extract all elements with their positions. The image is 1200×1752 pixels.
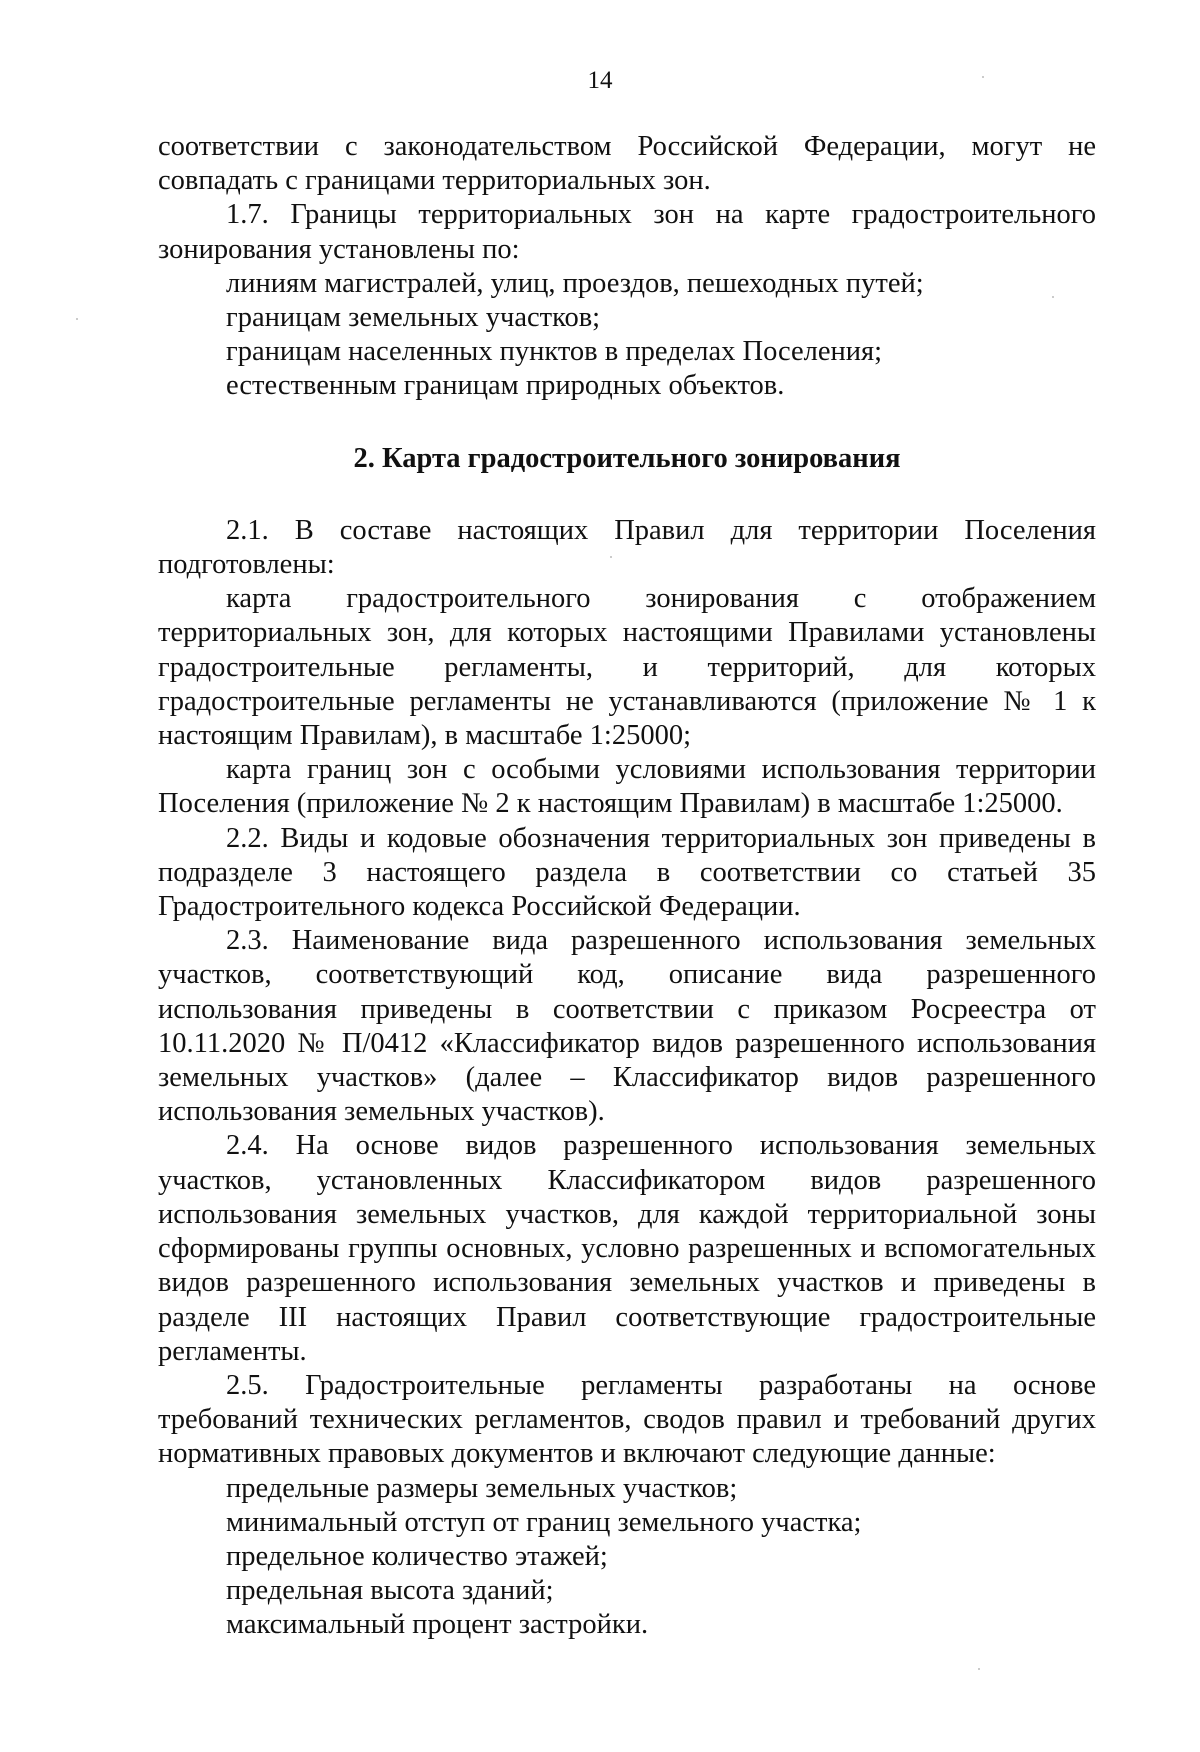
list-item-min-setback: минимальный отступ от границ земельного участка; <box>226 1506 862 1538</box>
list-item-zoning-map: карта градостроительного зонирования с отображением территориальных зон, для которых настоящими Правилами установлены градостроительные регламенты, и территорий, для которых градостроительные регламенты не устанавливаются (приложение № 1 к настоящим Правилам), в масштабе 1:25000; <box>158 583 1096 752</box>
list-item-highways: линиям магистралей, улиц, проездов, пешеходных путей; <box>226 267 924 299</box>
paragraph-1-7: 1.7. Границы территориальных зон на карте градостроительного зонирования установлены по: <box>158 199 1096 265</box>
document-body <box>158 130 1096 1643</box>
list-item-coverage: максимальный процент застройки. <box>226 1609 649 1641</box>
scan-speck <box>76 318 78 320</box>
list-item-special-zones-map: карта границ зон с особыми условиями использования территории Поселения (приложение № 2 к настоящим Правилам) в масштабе 1:25000. <box>158 754 1096 820</box>
paragraph-2-3: 2.3. Наименование вида разрешенного использования земельных участков, соответствующий код, описание вида разрешенного использования приведены в соответствии с приказом Росреестра от 10.11.2020 № П/0412 «Классификатор видов разрешенного использования земельных участков» (далее – Классификатор видов разрешенного использования земельных участков). <box>158 925 1096 1128</box>
list-item-settlements: границам населенных пунктов в пределах Поселения; <box>226 336 883 368</box>
list-item-height: предельная высота зданий; <box>226 1575 554 1607</box>
list-item-land-plots: границам земельных участков; <box>226 302 601 334</box>
scan-speck <box>982 76 984 78</box>
list-item-plot-sizes: предельные размеры земельных участков; <box>226 1472 738 1504</box>
scan-speck <box>978 1668 980 1670</box>
list-item-natural-objects: естественным границам природных объектов. <box>226 370 785 402</box>
paragraph-2-5: 2.5. Градостроительные регламенты разработаны на основе требований технических регламентов, сводов правил и требований других нормативных правовых документов и включают следующие данные: <box>158 1369 1096 1470</box>
scan-speck <box>1052 296 1054 298</box>
paragraph-2-4: 2.4. На основе видов разрешенного использования земельных участков, установленных Классификатором видов разрешенного использования земельных участков, для каждой территориальной зоны сформированы группы основных, условно разрешенных и вспомогательных видов разрешенного использования земельных участков и приведены в разделе III настоящих Правил соответствующие градостроительные регламенты. <box>158 1130 1096 1367</box>
section-heading: 2. Карта градостроительного зонирования <box>353 442 901 474</box>
page-number: 14 <box>587 67 613 94</box>
list-item-floors: предельное количество этажей; <box>226 1540 608 1572</box>
paragraph-2-2: 2.2. Виды и кодовые обозначения территориальных зон приведены в подразделе 3 настоящего раздела в соответствии со статьей 35 Градостроительного кодекса Российской Федерации. <box>158 822 1096 923</box>
paragraph-continuation: соответствии с законодательством Российской Федерации, могут не совпадать с границами территориальных зон. <box>158 131 1096 197</box>
paragraph-2-1: 2.1. В составе настоящих Правил для территории Поселения подготовлены: <box>158 514 1096 581</box>
scan-speck <box>610 556 612 558</box>
